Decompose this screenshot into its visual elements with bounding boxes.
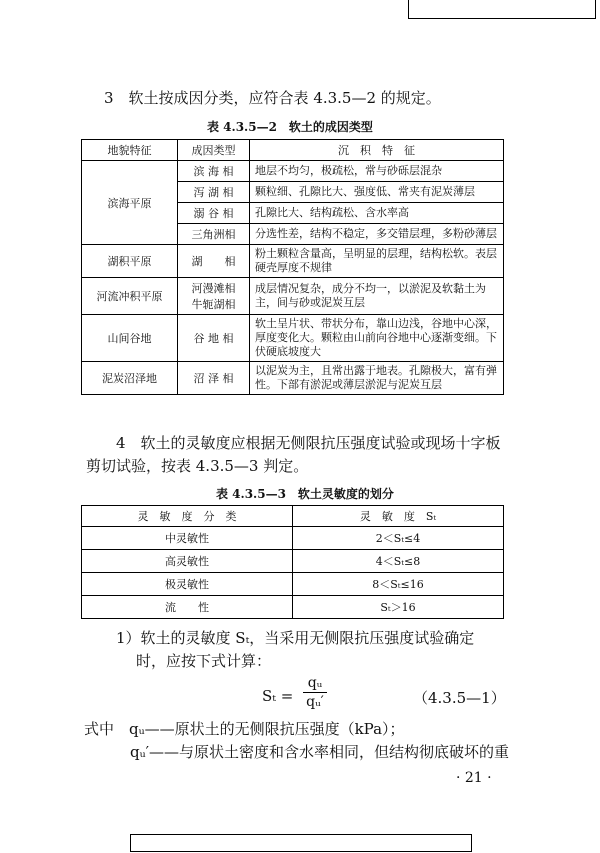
fraction-bar bbox=[303, 692, 327, 693]
sensitivity-range-cell: Sₜ＞16 bbox=[293, 596, 504, 619]
table-row bbox=[82, 527, 504, 550]
table-row bbox=[82, 573, 504, 596]
origin-type-cell: 沼 泽 相 bbox=[178, 362, 250, 395]
footer-frame bbox=[130, 834, 472, 852]
origin-type-cell: 溺 谷 相 bbox=[178, 203, 250, 224]
origin-type-cell: 谷 地 相 bbox=[178, 315, 250, 362]
formula-fraction bbox=[298, 675, 332, 710]
table2-header-cell: 成因类型 bbox=[178, 140, 250, 161]
sensitivity-class-cell: 中灵敏性 bbox=[82, 527, 293, 550]
item-1-line2: 时，应按下式计算： bbox=[136, 652, 272, 670]
table3-header-cell: 灵 敏 度 Sₜ bbox=[293, 506, 504, 527]
deposit-feature-cell: 成层情况复杂，成分不均一，以淤泥及软黏土为主，间与砂或泥炭互层 bbox=[250, 278, 504, 315]
landform-cell: 泥炭沼泽地 bbox=[82, 362, 178, 395]
sensitivity-range-cell: 2＜Sₜ≤4 bbox=[293, 527, 504, 550]
deposit-feature-cell: 以泥炭为主，且常出露于地表。孔隙极大，富有弹性。下部有淤泥或薄层淤泥与泥炭互层 bbox=[250, 362, 504, 395]
table-row bbox=[82, 245, 504, 278]
landform-cell: 河流冲积平原 bbox=[82, 278, 178, 315]
table-row bbox=[82, 550, 504, 573]
table3-caption: 表 4.3.5—3 软土灵敏度的划分 bbox=[216, 487, 394, 501]
landform-cell: 湖积平原 bbox=[82, 245, 178, 278]
table-sensitivity bbox=[81, 505, 504, 619]
table-row bbox=[82, 362, 504, 395]
where-line-1: 式中 qᵤ——原状土的无侧限抗压强度（kPa）； bbox=[84, 720, 405, 738]
paragraph-3: 3 软土按成因分类，应符合表 4.3.5—2 的规定。 bbox=[104, 89, 441, 107]
origin-type-cell: 湖 相 bbox=[178, 245, 250, 278]
deposit-feature-cell: 孔隙比大、结构疏松、含水率高 bbox=[250, 203, 504, 224]
table3-header-row bbox=[82, 506, 504, 527]
table-row bbox=[82, 596, 504, 619]
deposit-feature-cell: 粉土颗粒含量高，呈明显的层理，结构松软。表层硬壳厚度不规律 bbox=[250, 245, 504, 278]
formula-lhs: Sₜ = bbox=[262, 687, 294, 705]
deposit-feature-cell: 软土呈片状、带状分布，靠山边浅，谷地中心深，厚度变化大。颗粒由山前向谷地中心逐渐变细。下伏硬底坡度大 bbox=[250, 315, 504, 362]
landform-cell: 山间谷地 bbox=[82, 315, 178, 362]
table-row bbox=[82, 278, 504, 315]
page-number: · 21 · bbox=[456, 770, 492, 786]
header-frame bbox=[408, 0, 596, 19]
table-soft-soil-origin bbox=[81, 139, 504, 395]
where-line-2: qᵤ′——与原状土密度和含水率相同，但结构彻底破坏的重 bbox=[130, 743, 509, 761]
landform-cell: 滨海平原 bbox=[82, 161, 178, 245]
table2-header-cell: 地貌特征 bbox=[82, 140, 178, 161]
origin-type-cell: 泻 湖 相 bbox=[178, 182, 250, 203]
origin-type-cell: 河漫滩相 牛轭湖相 bbox=[178, 278, 250, 315]
sensitivity-range-cell: 4＜Sₜ≤8 bbox=[293, 550, 504, 573]
table-row bbox=[82, 315, 504, 362]
sensitivity-class-cell: 高灵敏性 bbox=[82, 550, 293, 573]
sensitivity-class-cell: 极灵敏性 bbox=[82, 573, 293, 596]
table3-header-cell: 灵 敏 度 分 类 bbox=[82, 506, 293, 527]
paragraph-4-line1: 4 软土的灵敏度应根据无侧限抗压强度试验或现场十字板 bbox=[116, 434, 501, 452]
table2-header-cell: 沉 积 特 征 bbox=[250, 140, 504, 161]
table-row bbox=[82, 161, 504, 182]
table2-header-row bbox=[82, 140, 504, 161]
deposit-feature-cell: 分选性差，结构不稳定，多交错层理，多粉砂薄层 bbox=[250, 224, 504, 245]
formula-numerator: qᵤ bbox=[307, 675, 323, 691]
formula-denominator: qᵤ′ bbox=[306, 694, 324, 710]
table2-caption: 表 4.3.5—2 软土的成因类型 bbox=[207, 120, 373, 134]
sensitivity-class-cell: 流 性 bbox=[82, 596, 293, 619]
sensitivity-range-cell: 8＜Sₜ≤16 bbox=[293, 573, 504, 596]
formula-number: （4.3.5—1） bbox=[413, 689, 506, 707]
deposit-feature-cell: 颗粒细、孔隙比大、强度低、常夹有泥炭薄层 bbox=[250, 182, 504, 203]
deposit-feature-cell: 地层不均匀，极疏松，常与砂砾层混杂 bbox=[250, 161, 504, 182]
paragraph-4-line2: 剪切试验，按表 4.3.5—3 判定。 bbox=[86, 457, 309, 475]
origin-type-cell: 滨 海 相 bbox=[178, 161, 250, 182]
origin-type-cell: 三角洲相 bbox=[178, 224, 250, 245]
item-1-line1: 1）软土的灵敏度 Sₜ，当采用无侧限抗压强度试验确定 bbox=[116, 629, 475, 647]
